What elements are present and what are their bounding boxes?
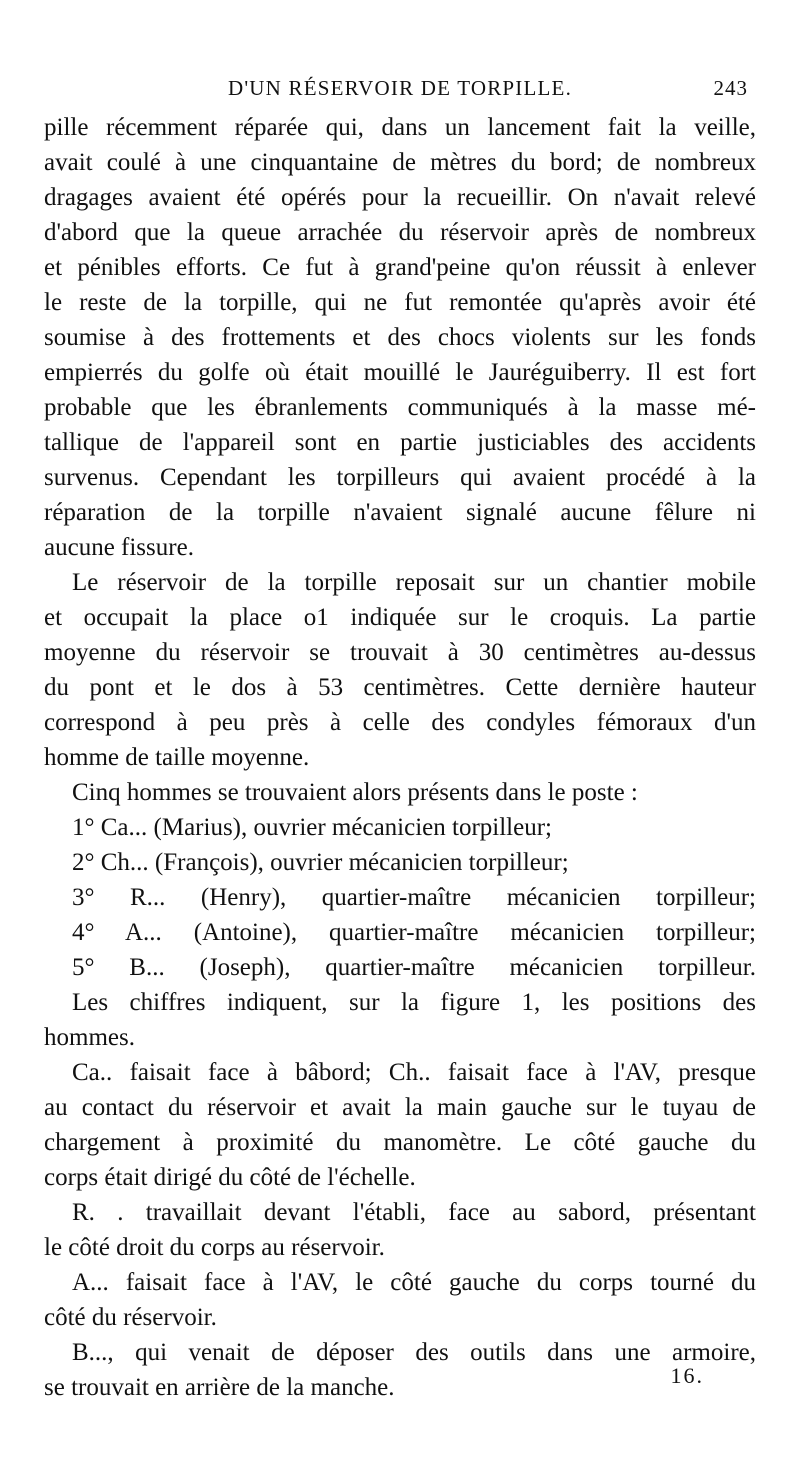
text-line: dragages avaient été opérés pour la recueillir. On n'avait relevé <box>44 184 756 211</box>
text-line: empierrés du golfe où était mouillé le Jauréguiberry. Il est fort <box>44 359 756 386</box>
text-line: moyenne du réservoir se trouvait à 30 centimètres au-dessus <box>44 639 756 666</box>
text-line: survenus. Cependant les torpilleurs qui avaient procédé à la <box>44 464 756 491</box>
running-title: D'UN RÉSERVOIR DE TORPILLE. <box>227 76 573 100</box>
text-line: correspond à peu près à celle des condyles fémoraux d'un <box>44 709 756 736</box>
text-line: 5° B... (Joseph), quartier-maître mécanicien torpilleur. <box>72 954 756 981</box>
text-line: le reste de la torpille, qui ne fut remontée qu'après avoir été <box>44 289 756 316</box>
text-line: tallique de l'appareil sont en partie justiciables des accidents <box>44 429 756 456</box>
page-number: 243 <box>713 76 748 100</box>
text-line: pille récemment réparée qui, dans un lancement fait la veille, <box>44 114 756 141</box>
text-line: 1° Ca... (Marius), ouvrier mécanicien torpilleur; <box>72 814 552 841</box>
body-text <box>44 110 756 1405</box>
text-line: soumise à des frottements et des chocs violents sur les fonds <box>44 324 756 351</box>
text-line: et pénibles efforts. Ce fut à grand'peine qu'on réussit à enlever <box>44 254 756 281</box>
text-line: probable que les ébranlements communiqués à la masse mé- <box>44 394 756 421</box>
text-line: au contact du réservoir et avait la main gauche sur le tuyau de <box>44 1094 756 1121</box>
text-line: 3° R... (Henry), quartier-maître mécanicien torpilleur; <box>72 884 756 911</box>
text-line: corps était dirigé du côté de l'échelle. <box>44 1164 416 1191</box>
text-line: R. . travaillait devant l'établi, face au sabord, présentant <box>72 1199 756 1226</box>
text-line: et occupait la place o1 indiquée sur le croquis. La partie <box>44 604 756 631</box>
signature-mark: 16. <box>670 1363 704 1388</box>
text-line: le côté droit du corps au réservoir. <box>44 1234 385 1261</box>
text-line: du pont et le dos à 53 centimètres. Cette dernière hauteur <box>44 674 756 701</box>
text-line: hommes. <box>44 1024 135 1051</box>
text-line: aucune fissure. <box>44 534 194 561</box>
text-line: Ca.. faisait face à bâbord; Ch.. faisait face à l'AV, presque <box>72 1059 756 1086</box>
text-line: Cinq hommes se trouvaient alors présents dans le poste : <box>72 779 638 806</box>
text-line: Les chiffres indiquent, sur la figure 1, les positions des <box>72 989 756 1016</box>
text-line: d'abord que la queue arrachée du réservoir après de nombreux <box>44 219 756 246</box>
text-line: se trouvait en arrière de la manche. <box>44 1374 395 1401</box>
text-line: homme de taille moyenne. <box>44 744 310 771</box>
page-header <box>44 72 756 108</box>
text-line: chargement à proximité du manomètre. Le côté gauche du <box>44 1129 756 1156</box>
text-line: réparation de la torpille n'avaient signalé aucune fêlure ni <box>44 499 756 526</box>
text-line: 2° Ch... (François), ouvrier mécanicien torpilleur; <box>72 849 569 876</box>
text-line: Le réservoir de la torpille reposait sur un chantier mobile <box>72 569 756 596</box>
text-line: A... faisait face à l'AV, le côté gauche du corps tourné du <box>72 1269 756 1296</box>
text-line: 4° A... (Antoine), quartier-maître mécanicien torpilleur; <box>72 919 756 946</box>
text-line: côté du réservoir. <box>44 1304 217 1331</box>
text-line: B..., qui venait de déposer des outils dans une armoire, <box>72 1339 756 1366</box>
text-line: avait coulé à une cinquantaine de mètres du bord; de nombreux <box>44 149 756 176</box>
